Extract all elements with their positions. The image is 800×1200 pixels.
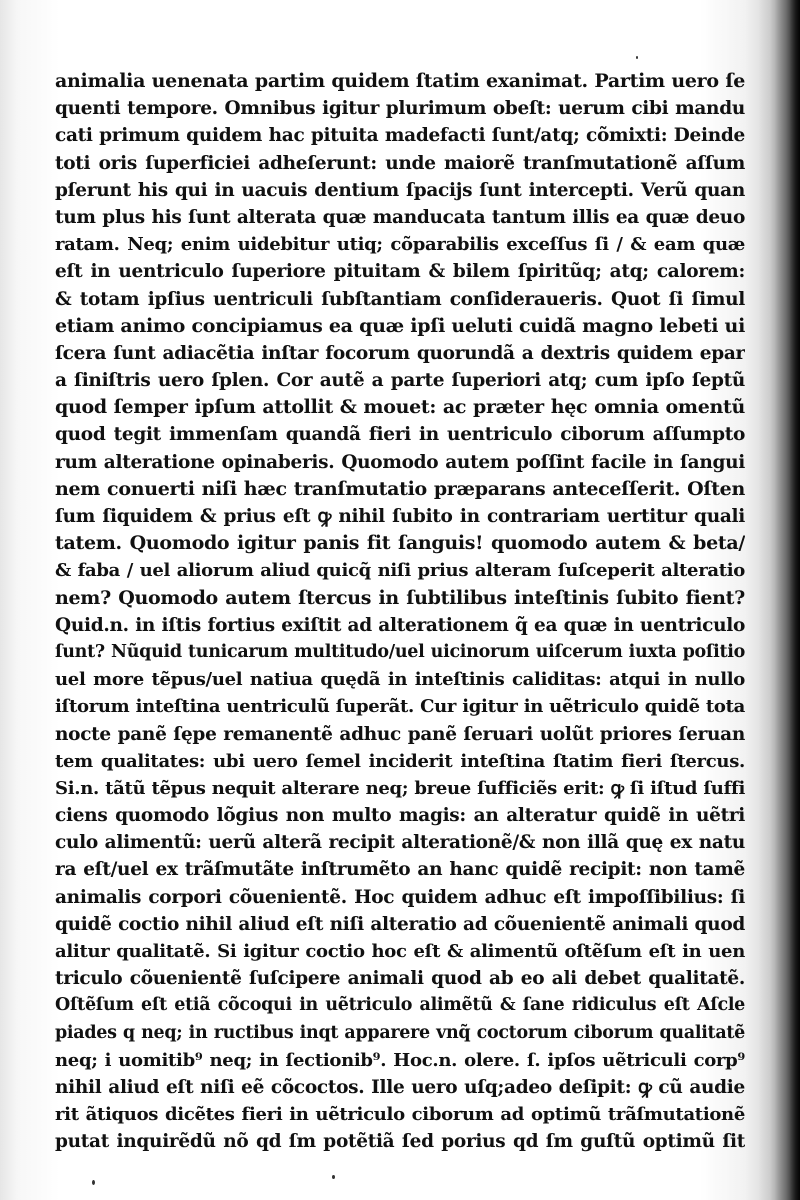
text-line-31: animalis corpori cõuenientẽ. Hoc quidem adhuc eſt impoſſibilius: ſi xyxy=(55,886,745,908)
text-line-26: tem qualitates: ubi uero ſemel inciderit inteſtina ſtatim fieri ſtercus. xyxy=(55,750,745,772)
text-line-17: ſum ſiquidem & prius eſt ꝙ nihil ſubito in contrariam uertitur quali xyxy=(55,506,745,527)
text-line-29: culo alimentũ: uerũ alterã recipit alterationẽ/& non illã quę ex natu xyxy=(55,832,745,854)
text-line-21: Quid.n. in iſtis fortius exiſtit ad alterationem q̃ ea quæ in uentriculo xyxy=(55,614,745,636)
page-edge-shadow xyxy=(758,0,800,1200)
text-line-1: animalia uenenata partim quidem ſtatim exanimat. Partim uero ſe xyxy=(55,70,745,92)
ink-speck xyxy=(332,1175,335,1179)
text-line-35: Oſtẽſum eſt etiã cõcoqui in uẽtriculo alimẽtũ & ſane ridiculus eſt Aſcle xyxy=(55,995,745,1016)
text-line-2: quenti tempore. Omnibus igitur plurimum obeſt: uerum cibi mandu xyxy=(55,98,745,120)
text-line-10: etiam animo concipiamus ea quæ ipſi ueluti cuidã magno lebeti ui xyxy=(55,314,745,337)
text-line-5: pſerunt his qui in uacuis dentium ſpacijs ſunt intercepti. Verũ quan xyxy=(55,179,745,201)
text-line-9: & totam ipſius uentriculi ſubſtantiam conſideraueris. Quot ſi ſimul xyxy=(55,288,745,310)
text-line-33: alitur qualitatẽ. Si igitur coctio hoc eſt & alimentũ oſtẽſum eſt in uen xyxy=(55,941,745,962)
text-line-14: quod tegit immenſam quandã fieri in uentriculo ciborum aſſumpto xyxy=(55,424,745,446)
text-line-38: nihil aliud eſt niſi eẽ cõcoctos. Ille uero uſq;adeo deſipit: ꝙ cũ audie xyxy=(55,1076,745,1098)
text-line-23: uel more tẽpus/uel natiua quędã in inteſtinis caliditas: atqui in nullo xyxy=(55,669,745,691)
text-line-27: Si.n. tãtũ tẽpus nequit alterare neq; breue ſufficiẽs erit: ꝙ ſi iſtud ſuffi xyxy=(55,777,745,799)
text-line-3: cati primum quidem hac pituita madefacti ſunt/atq; cõmixti: Deinde xyxy=(55,125,745,147)
text-line-19: & faba / uel aliorum aliud quicq̃ niſi prius alteram ſuſceperit alteratio xyxy=(55,560,745,582)
text-line-37: neq; i uomitib⁹ neq; in ſectionib⁹. Hoc.n. olere. ſ. ipſos uẽtriculi corp⁹ xyxy=(55,1049,745,1071)
latin-text-block xyxy=(55,68,745,1156)
text-line-13: quod ſemper ipſum attollit & mouet: ac præter hęc omnia omentũ xyxy=(55,396,745,419)
text-line-28: ciens quomodo lõgius non multo magis: an alteratur quidẽ in uẽtri xyxy=(55,805,745,827)
text-line-36: piades q neq; in ructibus inqt apparere vnq̃ coctorum ciborum qualitatẽ xyxy=(55,1022,745,1043)
text-line-39: rit ãtiquos dicẽtes fieri in uẽtriculo ciborum ad optimũ trãſmutationẽ xyxy=(55,1104,745,1126)
text-line-30: ra eſt/uel ex trãſmutãte inſtrumẽto an hanc quidẽ recipit: non tamẽ xyxy=(55,859,745,881)
text-line-6: tum plus his ſunt alterata quæ manducata tantum illis ea quæ deuo xyxy=(55,206,745,228)
text-line-11: ſcera ſunt adiacẽtia inſtar focorum quorundã a dextris quidem epar xyxy=(55,342,745,364)
text-line-22: ſunt? Nũquid tunicarum multitudo/uel uicinorum uiſcerum iuxta poſitio xyxy=(55,641,745,662)
text-line-25: nocte panẽ ſępe remanentẽ adhuc panẽ ſeruari uolũt priores ſeruan xyxy=(55,723,745,745)
ink-speck xyxy=(92,1180,95,1185)
text-line-40: putat inquirẽdũ nõ qd ſm potẽtiã ſed porius qd ſm guſtũ optimũ ſit xyxy=(55,1131,745,1153)
text-line-20: nem? Quomodo autem ſtercus in ſubtilibus inteſtinis ſubito fient? xyxy=(55,586,745,609)
ink-speck xyxy=(636,56,638,59)
text-line-24: iſtorum inteſtina uentriculũ ſuperãt. Cur igitur in uẽtriculo quidẽ tota xyxy=(55,696,745,718)
text-line-16: nem conuerti niſi hæc tranſmutatio præparans anteceſſerit. Oſten xyxy=(55,477,745,500)
text-line-34: triculo cõuenientẽ ſuſcipere animali quod ab eo ali debet qualitatẽ. xyxy=(55,968,745,990)
text-line-8: eſt in uentriculo ſuperiore pituitam & bilem ſpiritũq; atq; calorem: xyxy=(55,261,745,283)
text-line-4: toti oris ſuperficiei adheſerunt: unde maiorẽ tranſmutationẽ aſſum xyxy=(55,152,745,174)
text-line-12: a ſiniſtris uero ſplen. Cor autẽ a parte ſuperiori atq; cum ipſo ſeptũ xyxy=(55,370,745,392)
text-line-18: tatem. Quomodo igitur panis fit ſanguis! quomodo autem & beta/ xyxy=(55,532,745,555)
text-line-32: quidẽ coctio nihil aliud eſt niſi alteratio ad cõuenientẽ animali quod xyxy=(55,913,745,935)
text-line-7: ratam. Neq; enim uidebitur utiq; cõparabilis exceſſus ſi / & eam quæ xyxy=(55,234,745,256)
text-line-15: rum alteratione opinaberis. Quomodo autem poſſint facile in ſangui xyxy=(55,451,745,473)
